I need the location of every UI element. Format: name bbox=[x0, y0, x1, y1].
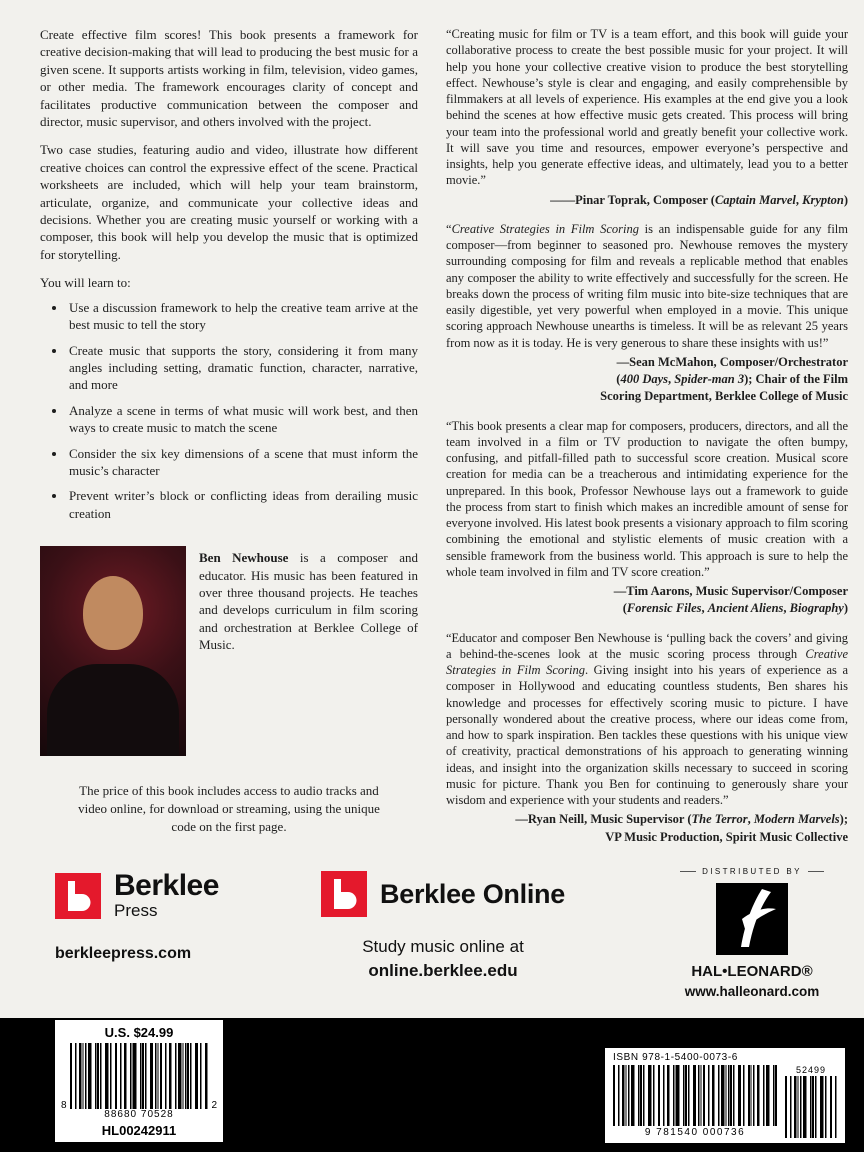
addon-bars bbox=[785, 1076, 837, 1138]
price-code: 52499 bbox=[795, 1065, 827, 1075]
quote-attribution bbox=[446, 354, 848, 406]
berklee-press-wordmark bbox=[114, 871, 219, 921]
ean-digits: 9 781540 000736 bbox=[644, 1127, 746, 1138]
intro-paragraphs bbox=[40, 26, 418, 263]
hal-leonard-name: HAL•LEONARD® bbox=[691, 963, 813, 980]
hl-number: HL00242911 bbox=[101, 1123, 177, 1138]
berklee-online-url: online.berklee.edu bbox=[368, 961, 518, 980]
upc-bars bbox=[70, 1043, 209, 1109]
berklee-press-brand bbox=[55, 871, 283, 921]
ean-bars bbox=[613, 1065, 777, 1126]
author-photo bbox=[40, 546, 186, 756]
berklee-press-sub: Press bbox=[114, 901, 158, 920]
upc-box bbox=[55, 1020, 223, 1142]
quote-block bbox=[446, 630, 848, 846]
quote-text: “Creating music for film or TV is a team effort, and this book will guide your collaborative process to create the best possible music for your project. It will help you hone your collective creative vision to produce the best storytelling effect. Newhouse’s style is clear and engaging, and easily comprehensible by filmmakers at all levels of experience. His examples at the end give you a look behind the scenes at how effective music gets created. This process will bring your team into the professional world and greatly benefit your collective work. It will save you time and resources, empower everyone’s perspective and insights, help you generate effective ideas, and ultimately, lead you to a better movie.” bbox=[446, 27, 848, 188]
upc-lead-digit: 8 bbox=[61, 1100, 67, 1111]
paragraph: Two case studies, featuring audio and video, illustrate how different creative choices can control the expressive effect of the scene. Practical worksheets are included, which will help your team brainstorm, articulate, organize, and communicate your collective ideas and decisions. Whether you are creating music yourself or working with a composer, this book will help you develop the music that is optimized for storytelling. bbox=[40, 142, 418, 262]
attribution-line: Scoring Department, Berklee College of Music bbox=[600, 389, 848, 404]
berklee-press-name: Berklee bbox=[114, 869, 219, 902]
learn-item: • Create music that supports the story, considering it from many angles including setting, dramatic function, character, narrative, and more bbox=[67, 342, 418, 394]
attribution-line: (400 Days, Spider-man 3); Chair of the Film bbox=[616, 372, 848, 386]
quotes-column bbox=[446, 26, 848, 857]
hal-leonard-block bbox=[664, 867, 840, 999]
quote-attribution bbox=[446, 583, 848, 618]
author-section bbox=[40, 546, 418, 756]
hal-leonard-logo-icon bbox=[716, 883, 788, 955]
berklee-online-logo-icon bbox=[321, 871, 367, 917]
ean-barcode bbox=[613, 1065, 777, 1138]
upc-check-digit: 2 bbox=[211, 1100, 217, 1111]
paragraph: Create effective film scores! This book presents a framework for creative decision-making that will lead to producing the best music for a given scene. It supports artists working in film, television, video games, or other media. The framework encourages clarity of concept and facilitates productive communication between the composer and director, music supervisor, and others involved with the project. bbox=[40, 27, 418, 130]
attribution-line: ——Pinar Toprak, Composer (Captain Marvel, Krypton) bbox=[550, 192, 848, 207]
learn-intro: You will learn to: bbox=[40, 275, 131, 291]
quote-text: “Creative Strategies in Film Scoring is an indispensable guide for any film composer—from beginner to seasoned pro. Newhouse removes the mystery surrounding composing for film and reveals a replicable method that enables any composer the ability to write effectively and successfully for the screen. He breaks down the process of writing film music into bite-size techniques that are easily digestible, yet very powerful when employed in a movie. This unique scoring approach Newhouse unearths is timeless. It will be as relevant 25 years from now as it is today. He is very generous to share these insights with us!” bbox=[446, 221, 848, 350]
attribution-line: —Sean McMahon, Composer/Orchestrator bbox=[616, 354, 848, 369]
quote-block bbox=[446, 26, 848, 209]
learn-item: • Use a discussion framework to help the creative team arrive at the best music to tell the story bbox=[67, 299, 418, 334]
berklee-online-tagline: Study music online at bbox=[362, 937, 524, 956]
attribution-line: VP Music Production, Spirit Music Collective bbox=[605, 829, 848, 844]
berklee-online-block bbox=[309, 871, 577, 981]
berklee-press-block bbox=[55, 871, 283, 963]
upc-digits: 88680 70528 bbox=[104, 1109, 174, 1120]
berklee-press-url: berkleepress.com bbox=[55, 944, 192, 962]
learn-item: • Prevent writer’s block or conflicting ideas from derailing music creation bbox=[67, 487, 418, 522]
isbn-box bbox=[605, 1048, 845, 1143]
price-label: U.S. $24.99 bbox=[104, 1025, 174, 1040]
attribution-line: —Tim Aarons, Music Supervisor/Composer bbox=[613, 584, 848, 598]
berklee-online-name: Berklee Online bbox=[380, 878, 565, 909]
quote-block bbox=[446, 221, 848, 406]
quote-attribution bbox=[446, 192, 848, 209]
publisher-footer bbox=[0, 857, 864, 1018]
ean-addon bbox=[785, 1065, 837, 1138]
learn-list bbox=[40, 299, 418, 522]
quote-block bbox=[446, 418, 848, 618]
left-column bbox=[40, 26, 418, 857]
learn-item: • Analyze a scene in terms of what music will work best, and then ways to create music to match the scene bbox=[67, 402, 418, 437]
hal-leonard-url: www.halleonard.com bbox=[684, 984, 820, 999]
bottom-bar bbox=[0, 1018, 864, 1152]
attribution-line: —Ryan Neill, Music Supervisor (The Terror, Modern Marvels); bbox=[515, 812, 848, 827]
distributed-by-label: DISTRIBUTED BY bbox=[664, 867, 840, 876]
author-bio: Ben Newhouse is a composer and educator. His music has been featured in over three thousand projects. He teaches and develops curriculum in film scoring and orchestration at Berklee College of Music. bbox=[199, 550, 418, 653]
price-note: The price of this book includes access to audio tracks and video online, for download or streaming, using the unique code on the first page. bbox=[78, 783, 380, 835]
attribution-line: (Forensic Files, Ancient Aliens, Biography) bbox=[622, 601, 848, 616]
quote-text: “This book presents a clear map for composers, producers, directors, and all the team involved in a film or TV production to navigate the often bumpy, confusing, and pitfall-filled path to successful score creation. Musical score creation for media can be a treacherous and intimidating experience for the unprepared. In this book, Professor Newhouse lays out a framework to guide the process from start to finish which makes an incredible amount of sense for everyone involved. His latest book presents a visionary approach to film scoring combining the emotional and stylistic elements of music creation with a sensible framework from the business world. This approach is sure to help the whole team involved in film and TV score creation.” bbox=[446, 418, 848, 579]
isbn-label: ISBN 978-1-5400-0073-6 bbox=[613, 1052, 738, 1063]
learn-item: • Consider the six key dimensions of a scene that must inform the music’s character bbox=[67, 445, 418, 480]
berklee-online-brand bbox=[321, 871, 565, 917]
quote-text: “Educator and composer Ben Newhouse is ‘pulling back the covers’ and giving a behind-the-scenes look at the music scoring process through Creative Strategies in Film Scoring. Giving insight into his years of experience as a composer in Hollywood and educating countless students, Ben shares his knowledge and processes for effectively scoring music to picture. I have personally wondered about the creative process, where our ideas come from, and how to spark inspiration. Ben tackles these questions with his unique view of creativity, practical demonstrations of his approach to generating winning ideas, and insight into the organization skills necessary to succeed in scoring music for picture. Thank you Ben for continuing to generously share your wisdom and experience with your students and readers.” bbox=[446, 630, 848, 807]
quote-attribution bbox=[446, 811, 848, 846]
berklee-press-logo-icon bbox=[55, 873, 101, 919]
upc-barcode bbox=[61, 1043, 217, 1120]
